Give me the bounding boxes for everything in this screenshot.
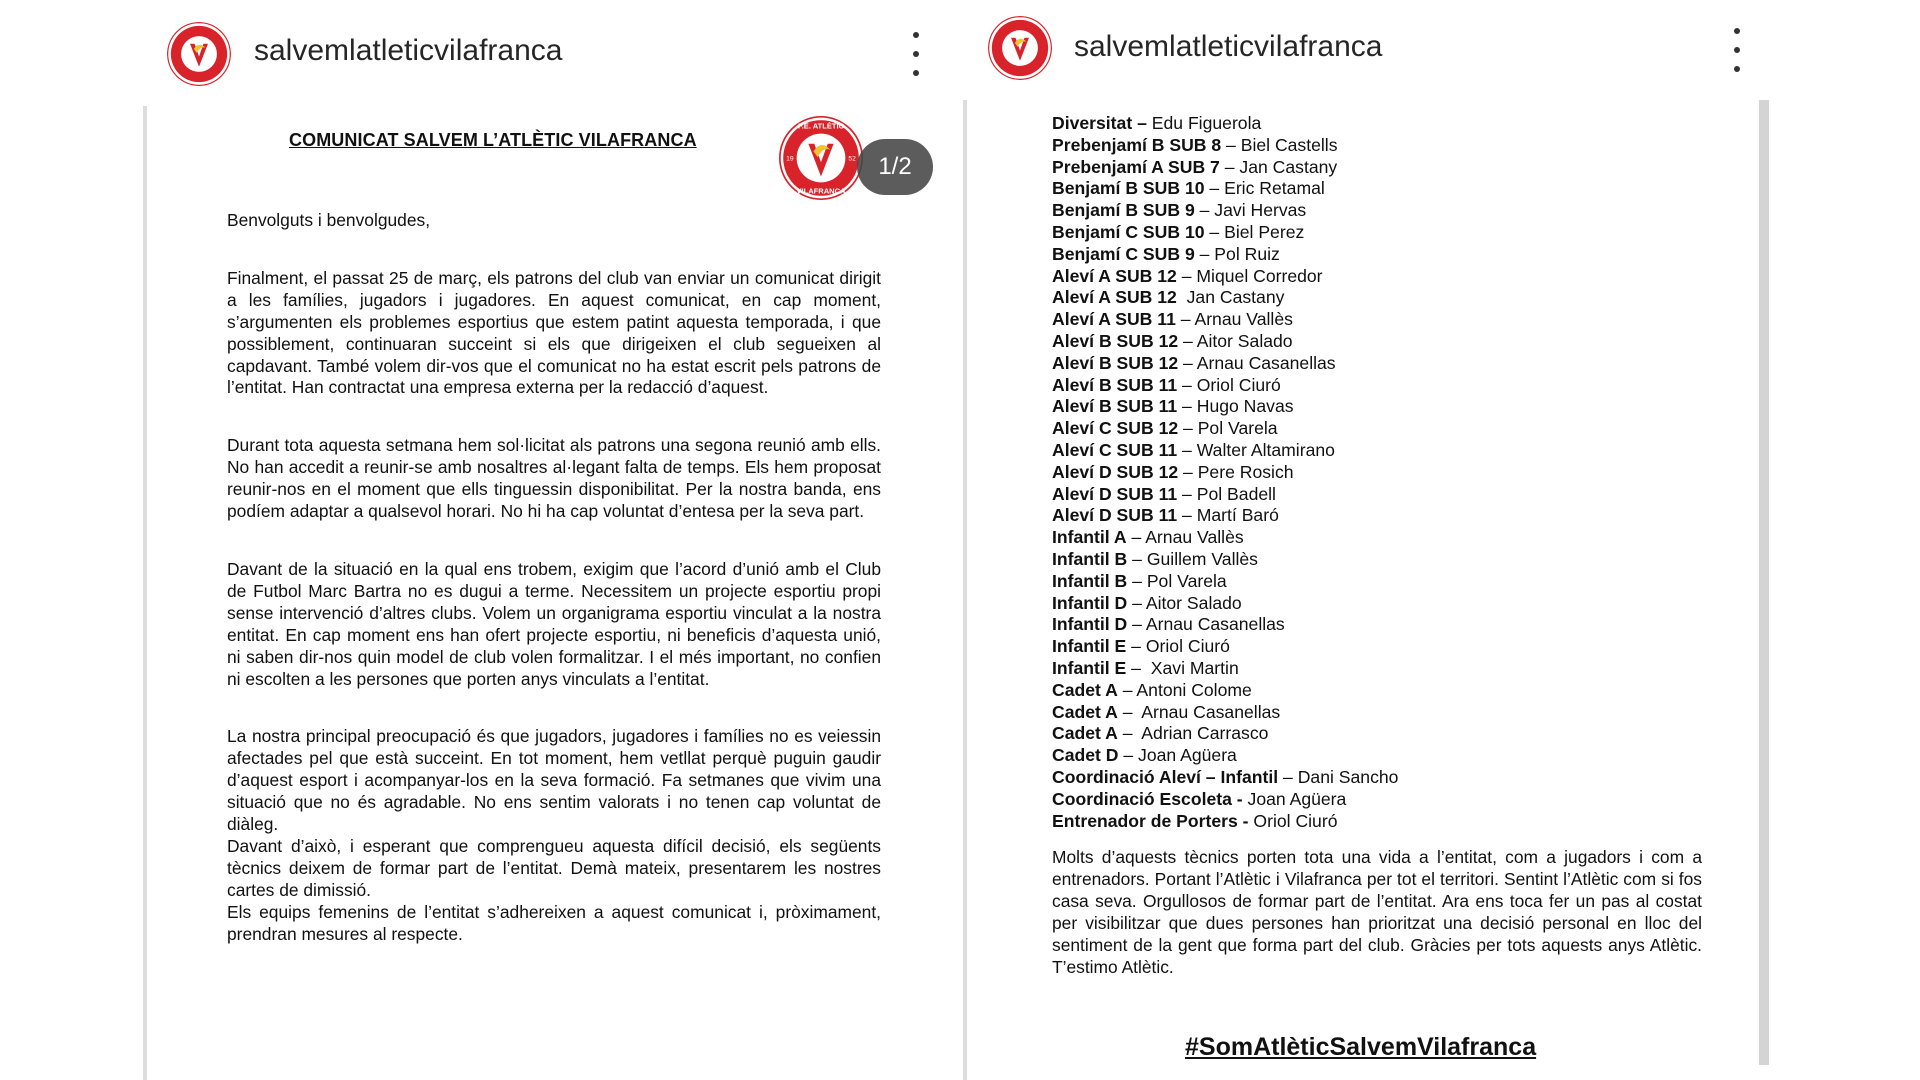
roster-team: Aleví A SUB 12 [1052,287,1177,308]
roster-team: Cadet A [1052,701,1118,722]
crest-year-right: 52 [848,155,856,163]
roster-coach: Jan Castany [1176,287,1285,308]
more-dot [913,70,919,76]
post-left [140,0,947,1080]
roster-coach: – Pol Ruiz [1194,243,1280,264]
roster-coach: Oriol Ciuró [1248,810,1338,831]
roster-coach: – Pol Badell [1177,483,1276,504]
roster-row [1052,287,1752,309]
roster-coach: – Dani Sancho [1278,766,1399,787]
roster-row [1052,636,1752,658]
crest-year-left: 19 [786,155,794,163]
profile-username[interactable]: salvemlatleticvilafranca [1074,30,1383,63]
roster-team: Diversitat – [1052,113,1147,133]
roster-team: Aleví A SUB 11 [1052,309,1176,330]
roster-team: Benjamí B SUB 10 [1052,178,1205,199]
roster-team: Infantil D [1052,592,1128,613]
roster-row [1052,571,1752,593]
roster-coach: – Javi Hervas [1194,200,1307,221]
roster-row [1052,375,1752,397]
roster-team: Aleví D SUB 12 [1052,461,1179,482]
scrollbar[interactable] [1759,100,1769,1065]
roster-coach: – Arnau Casanellas [1117,701,1281,722]
more-options-icon[interactable] [1727,28,1747,72]
roster-team: Aleví B SUB 11 [1052,396,1178,417]
roster-team: Infantil D [1052,614,1128,635]
roster-row [1052,222,1752,244]
roster-team: Aleví B SUB 12 [1052,352,1179,373]
roster-coach: – Arnau Casanellas [1127,614,1285,635]
roster-coach: – Adrian Carrasco [1117,723,1269,744]
roster-team: Aleví C SUB 12 [1052,418,1179,439]
post-right [960,0,1773,1080]
roster-team: Prebenjamí B SUB 8 [1052,134,1222,155]
roster-row [1052,244,1752,266]
roster-row [1052,658,1752,680]
roster-team: Aleví B SUB 12 [1052,330,1179,351]
roster-coach: – Miquel Corredor [1176,265,1323,286]
more-dot [1734,47,1740,53]
more-dot [1734,28,1740,34]
roster-row [1052,484,1752,506]
roster-team: Aleví B SUB 11 [1052,374,1178,395]
more-dot [913,32,919,38]
roster-row [1052,353,1752,375]
letter-greeting: Benvolguts i benvolgudes, [227,210,431,230]
letter-paragraph: Finalment, el passat 25 de març, els patrons del club van enviar un comunicat dirigit a les famílies, jugadors i jugadores. En aquest comunicat, en cap moment, s’argumenten els problemes esportius que estem patint aquesta temporada, i que possiblement, continuaran succeint si els que dirigeixen el club segueixen al capdavant. També volem dir-vos que el comunicat no ha estat escrit pels patrons de l’entitat. Han contractat una empresa externa per la redacció d’aquest. [227,267,881,398]
roster-row [1052,157,1752,179]
roster-row [1052,527,1752,549]
roster-team: Aleví D SUB 11 [1052,483,1178,504]
crest-bottom-text: VILAFRANCA [796,186,846,196]
post-header [140,0,947,105]
letter-body [227,210,881,945]
roster-team: Benjamí B SUB 9 [1052,200,1195,221]
roster-coach: – Walter Altamirano [1177,439,1335,460]
document-title: COMUNICAT SALVEM L’ATLÈTIC VILAFRANCA [289,130,697,150]
roster-coach: – Biel Perez [1204,221,1305,242]
roster-coach: – Biel Castells [1221,134,1338,155]
roster-team: Entrenador de Porters - [1052,810,1249,831]
letter-paragraph: La nostra principal preocupació és que jugadors, jugadores i famílies no es veiessin afectades pel que està succeint. En tot moment, hem vetllat perquè puguin gaudir d’aquest esport i acompanyar-los en la seva formació. Fa setmanes que vivim una situació que no és agradable. No ens sentim valorats i no tenen cap voluntat de diàleg. [227,726,881,835]
roster-team: Infantil E [1052,657,1127,678]
roster-coach: – Pere Rosich [1178,461,1294,482]
roster-row [1052,331,1752,353]
roster-team: Benjamí C SUB 9 [1052,243,1195,264]
roster-coach: – Pol Varela [1127,570,1227,591]
letter-paragraph: Durant tota aquesta setmana hem sol·licitat als patrons una segona reunió amb ells. No han accedit a reunir-se amb nosaltres al·legant falta de temps. Els hem proposat reunir-nos en el moment que ells tinguessin disponibilitat. Per la nostra banda, ens podíem adaptar a qualsevol horari. No hi ha cap voluntat d’entesa per la seva part. [227,435,881,522]
roster-row [1052,135,1752,157]
roster-coach: – Aitor Salado [1178,330,1293,351]
letter-paragraph: Els equips femenins de l’entitat s’adhereixen a aquest comunicat i, pròximament, prendran mesures al respecte. [227,901,881,944]
roster-team: Coordinació Aleví – Infantil [1052,766,1279,787]
roster-row [1052,113,1752,135]
roster-team: Coordinació Escoleta - [1052,788,1243,809]
roster-row [1052,789,1752,811]
roster-team: Cadet A [1052,723,1118,744]
roster-team: Infantil B [1052,570,1128,591]
more-dot [1734,66,1740,72]
roster-row [1052,440,1752,462]
roster-row [1052,723,1752,745]
roster-row [1052,462,1752,484]
roster-coach: – Arnau Vallès [1126,527,1244,548]
roster-coach: – Aitor Salado [1127,592,1242,613]
roster-coach: – Eric Retamal [1204,178,1325,199]
roster-row [1052,593,1752,615]
roster-row [1052,811,1752,833]
roster-coach: – Arnau Casanellas [1178,352,1336,373]
roster-coach: – Oriol Ciuró [1126,636,1230,657]
roster-coach: – Martí Baró [1177,505,1279,526]
roster-coach: Joan Agüera [1242,788,1347,809]
roster-row [1052,745,1752,767]
roster-coach: – Guillem Vallès [1127,548,1258,569]
profile-avatar[interactable] [167,22,231,86]
roster-row [1052,178,1752,200]
roster-coach: – Pol Varela [1178,418,1278,439]
roster-row [1052,680,1752,702]
roster-team: Aleví D SUB 11 [1052,505,1178,526]
roster-row [1052,200,1752,222]
roster-team: Infantil B [1052,548,1128,569]
document-page-2 [963,100,1777,1080]
roster-row [1052,266,1752,288]
profile-username[interactable]: salvemlatleticvilafranca [254,34,563,67]
letter-paragraph: Davant d’això, i esperant que comprengueu aquesta difícil decisió, els següents tècnics deixem de formar part de l’entitat. Demà mateix, presentarem les nostres cartes de dimissió. [227,835,881,900]
document-page-1 [143,106,951,1080]
roster-coach: – Joan Agüera [1118,745,1237,766]
roster-team: Infantil A [1052,527,1127,548]
roster-row [1052,309,1752,331]
roster-team: Cadet A [1052,679,1118,700]
roster-row [1052,614,1752,636]
roster-row [1052,396,1752,418]
campaign-hashtag[interactable]: #SomAtlèticSalvemVilafranca [1185,1033,1537,1061]
roster-row [1052,702,1752,724]
closing-paragraph: Molts d’aquests tècnics porten tota una vida a l’entitat, com a jugadors i com a entrenadors. Portant l’Atlètic i Vilafranca per tot el territori. Sentint l’Atlètic com si fos casa seva. Orgullosos de formar part de l’entitat. Ara ens toca fer un pas al costat per visibilitzar que dues persones han prioritzat una decisió personal en lloc del sentiment de la gent que forma part del club. Gràcies per tots aquests anys Atlètic. T’estimo Atlètic. [1052,847,1702,977]
roster-row [1052,418,1752,440]
roster-coach: – Antoni Colome [1117,679,1252,700]
club-crest-logo [779,116,863,200]
more-dot [913,51,919,57]
roster-team: Prebenjamí A SUB 7 [1052,156,1220,177]
page-indicator-badge: 1/2 [857,139,933,195]
roster-team: Aleví A SUB 12 [1052,265,1177,286]
roster-coach: – Oriol Ciuró [1177,374,1281,395]
roster-row [1052,549,1752,571]
roster-coach: – Hugo Navas [1177,396,1294,417]
roster-coach: – Xavi Martin [1126,657,1239,678]
letter-paragraph: Davant de la situació en la qual ens trobem, exigim que l’acord d’unió amb el Club de Futbol Marc Bartra no es dugui a terme. Necessitem un projecte esportiu propi sense intervenció d’altres clubs. Volem un organigrama esportiu vinculat a la nostra entitat. En cap moment ens han ofert projecte esportiu, ni beneficis d’aquesta unió, ni saben dir-nos quin model de club volen formalitzar. I el més important, no confien ni escolten a les persones que porten anys vinculats a l’entitat. [227,558,881,689]
roster-team: Aleví C SUB 11 [1052,439,1178,460]
coach-roster [1052,113,1752,832]
crest-top-text: F.E. ATLÈTIC [797,121,845,131]
roster-coach: – Arnau Vallès [1175,309,1293,330]
roster-row [1052,767,1752,789]
roster-team: Cadet D [1052,745,1119,766]
more-options-icon[interactable] [906,32,926,76]
roster-row [1052,505,1752,527]
roster-coach: Edu Figuerola [1146,113,1262,133]
post-header [960,0,1773,105]
profile-avatar[interactable] [988,16,1052,80]
roster-team: Infantil E [1052,636,1127,657]
roster-team: Benjamí C SUB 10 [1052,221,1205,242]
roster-coach: – Jan Castany [1219,156,1338,177]
